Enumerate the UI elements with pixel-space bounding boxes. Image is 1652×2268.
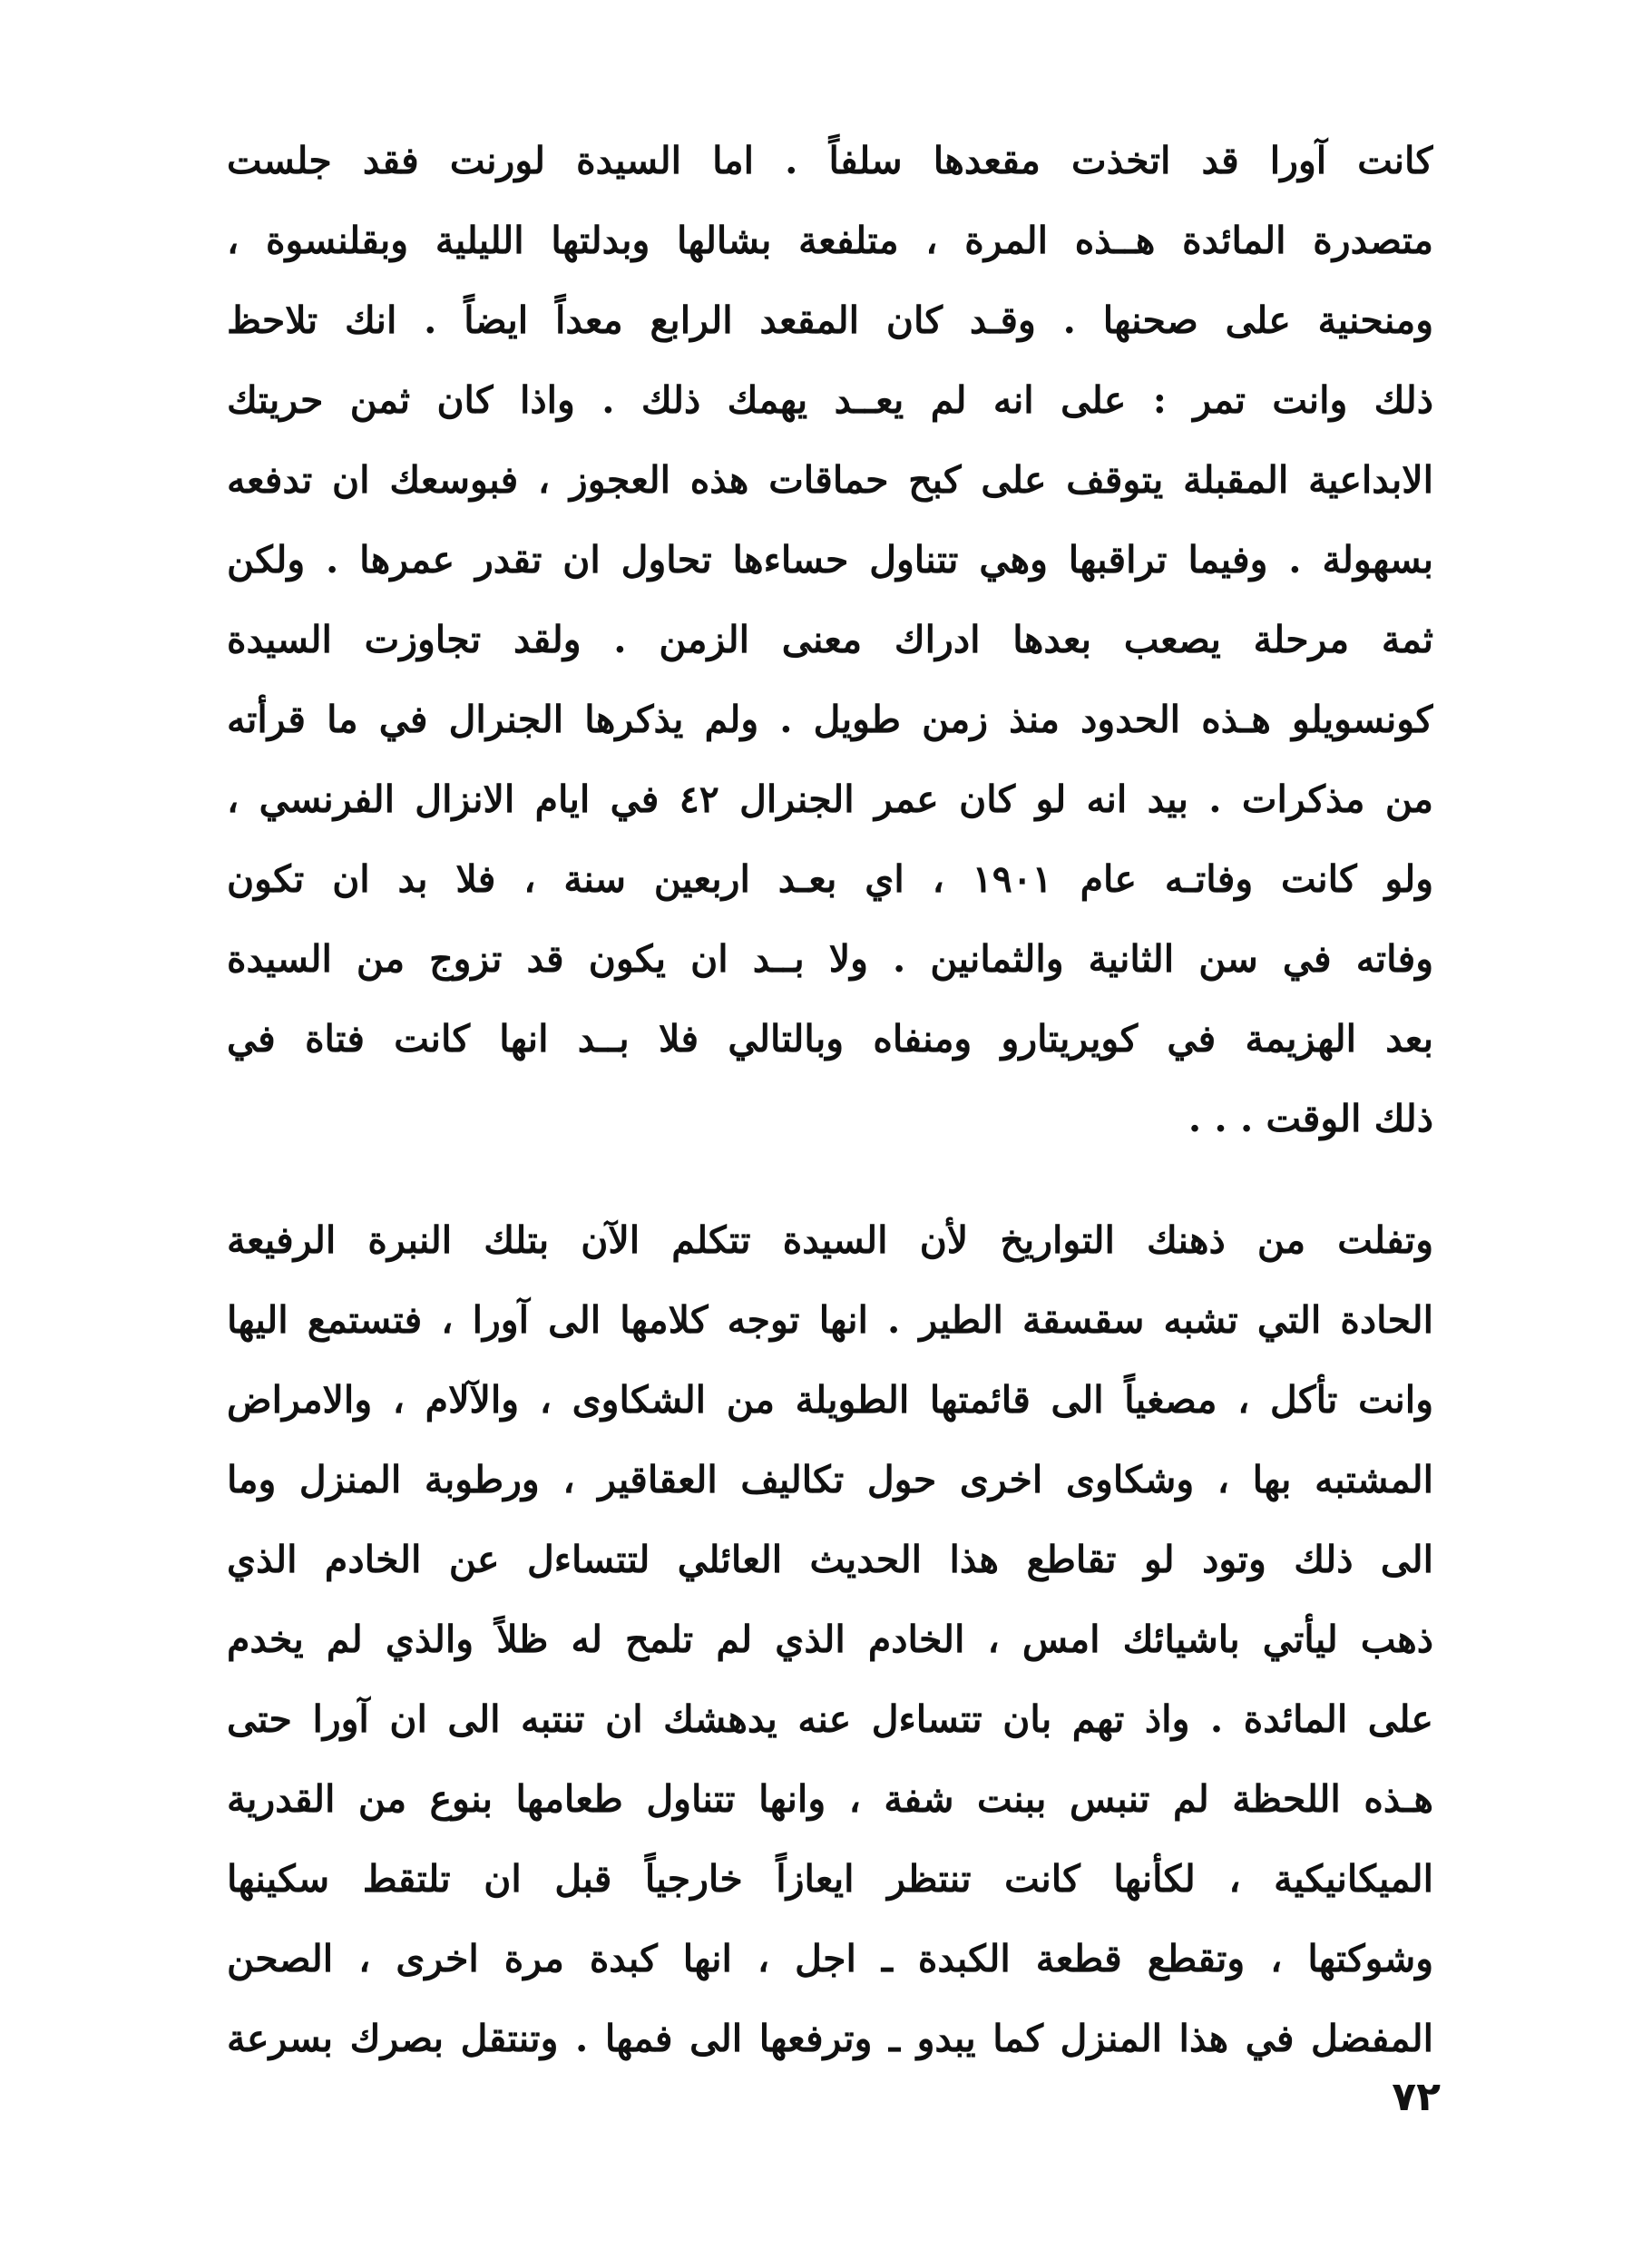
text-line: على المائدة . واذ تهم بان تتساءل عنه يدهشك ان تنتبه الى ان آورا حتى	[227, 1697, 1433, 1741]
text-line: هـذه اللحظة لم تنبس ببنت شفة ، وانها تتناول طعامها بنوع من القدرية	[227, 1777, 1433, 1821]
text-line: الحادة التي تشبه سقسقة الطير . انها توجه كلامها الى آورا ، فتستمع اليها	[227, 1298, 1433, 1342]
text-line: وشوكتها ، وتقطع قطعة الكبدة ـ اجل ، انها كبدة مرة اخرى ، الصحن	[227, 1937, 1433, 1980]
page-number: ٧٢	[1392, 2074, 1441, 2120]
text-line: الى ذلك وتود لو تقاطع هذا الحديث العائلي لتتساءل عن الخادم الذي	[227, 1538, 1433, 1581]
text-line: وتفلت من ذهنك التواريخ لأن السيدة تتكلم الآن بتلك النبرة الرفيعة	[227, 1218, 1433, 1262]
text-line: ذلك الوقت . . .	[1188, 1097, 1433, 1140]
text-line: كونسويلو هـذه الحدود منذ زمن طويل . ولم يذكرها الجنرال في ما قرأته	[227, 698, 1433, 741]
text-line: المفضل في هذا المنزل كما يبدو ـ وترفعها الى فمها . وتنتقل بصرك بسرعة	[227, 2017, 1433, 2060]
text-line: ذهب ليأتي باشيائك امس ، الخادم الذي لم تلمح له ظلاً والذي لم يخدم	[227, 1618, 1433, 1661]
paragraph-1	[227, 121, 1433, 1158]
text-line: متصدرة المائدة هــذه المرة ، متلفعة بشالها وبدلتها الليلية وبقلنسوة ،	[227, 219, 1433, 262]
text-line: ومنحنية على صحنها . وقـد كان المقعد الرابع معداً ايضاً . انك تلاحظ	[227, 298, 1433, 342]
text-line: كانت آورا قد اتخذت مقعدها سلفاً . اما السيدة لورنت فقد جلست	[227, 139, 1433, 182]
text-line: ولو كانت وفاتـه عام ١٩٠١ ، اي بعـد اربعين سنة ، فلا بد ان تكون	[227, 857, 1433, 901]
text-line: ذلك وانت تمر : على انه لم يعــد يهمك ذلك . واذا كان ثمن حريتك	[227, 378, 1433, 422]
text-line: بعد الهزيمة في كويريتارو ومنفاه وبالتالي فلا بــد انها كانت فتاة في	[227, 1017, 1433, 1061]
text-line: وفاته في سن الثانية والثمانين . ولا بــد ان يكون قد تزوج من السيدة	[227, 937, 1433, 981]
text-line: المشتبه بها ، وشكاوى اخرى حول تكاليف العقاقير ، ورطوبة المنزل وما	[227, 1458, 1433, 1501]
text-line: الميكانيكية ، لكأنها كانت تنتظر ايعازاً خارجياً قبل ان تلتقط سكينها	[227, 1857, 1433, 1901]
text-line: بسهولة . وفيما تراقبها وهي تتناول حساءها تحاول ان تقدر عمرها . ولكن	[227, 538, 1433, 582]
text-line: وانت تأكل ، مصغياً الى قائمتها الطويلة من الشكاوى ، والآلام ، والامراض	[227, 1378, 1433, 1422]
paragraph-2	[227, 1200, 1433, 2078]
text-line: الابداعية المقبلة يتوقف على كبح حماقات هذه العجوز ، فبوسعك ان تدفعه	[227, 458, 1433, 502]
text-line: من مذكرات . بيد انه لو كان عمر الجنرال ٤٢ في ايام الانزال الفرنسي ،	[227, 777, 1433, 821]
text-line: ثمة مرحلة يصعب بعدها ادراك معنى الزمن . ولقد تجاوزت السيدة	[227, 618, 1433, 661]
